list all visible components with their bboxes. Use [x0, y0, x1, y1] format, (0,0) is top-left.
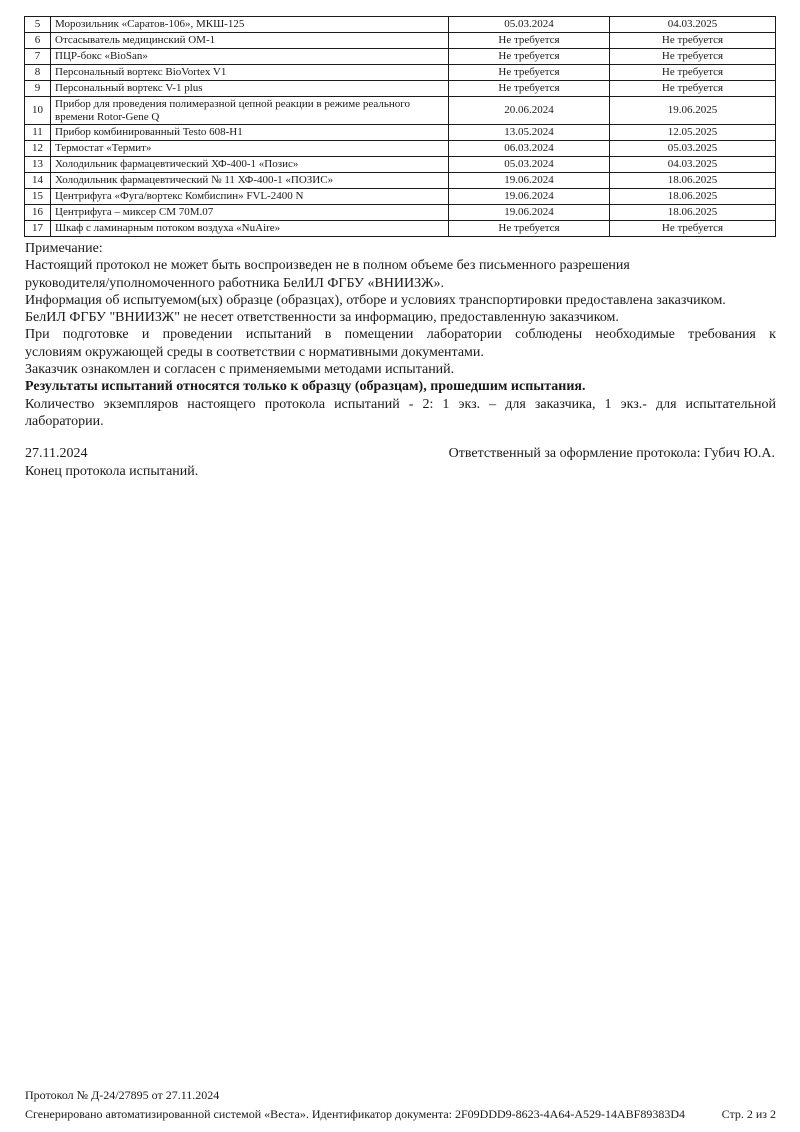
valid-until-cell: Не требуется [610, 221, 776, 237]
row-number-cell: 5 [25, 17, 51, 33]
verification-date-cell: 05.03.2024 [449, 17, 610, 33]
equipment-name-cell: Шкаф с ламинарным потоком воздуха «NuAire» [51, 221, 449, 237]
row-number-cell: 10 [25, 97, 51, 125]
note-line: БелИЛ ФГБУ "ВНИИЗЖ" не несет ответственности за информацию, предоставленную заказчиком. [25, 310, 619, 326]
footer-generated-line: Сгенерировано автоматизированной системой «Веста». Идентификатор документа: 2F09DDD9-8623-4A64-A529-14ABF89383D4 [25, 1107, 685, 1121]
table-row [25, 33, 776, 49]
equipment-name-cell: Прибор комбинированный Testo 608-H1 [51, 125, 449, 141]
row-number-cell: 14 [25, 173, 51, 189]
row-number-cell: 7 [25, 49, 51, 65]
equipment-name-cell: Центрифуга «Фуга/вортекс Комбиспин» FVL-2400 N [51, 189, 449, 205]
table-row [25, 81, 776, 97]
row-number-cell: 17 [25, 221, 51, 237]
valid-until-cell: Не требуется [610, 33, 776, 49]
table-row [25, 17, 776, 33]
verification-date-cell: Не требуется [449, 65, 610, 81]
row-number-cell: 15 [25, 189, 51, 205]
equipment-name-cell: Центрифуга – миксер СМ 70М.07 [51, 205, 449, 221]
valid-until-cell: Не требуется [610, 81, 776, 97]
equipment-name-cell: Морозильник «Саратов-106», МКШ-125 [51, 17, 449, 33]
footer-protocol-number: Протокол № Д-24/27895 от 27.11.2024 [25, 1088, 220, 1102]
table-row [25, 221, 776, 237]
table-row [25, 157, 776, 173]
valid-until-cell: Не требуется [610, 49, 776, 65]
equipment-name-cell: ПЦР-бокс «BioSan» [51, 49, 449, 65]
equipment-table [24, 16, 776, 237]
table-row [25, 49, 776, 65]
note-line: Заказчик ознакомлен и согласен с применяемыми методами испытаний. [25, 362, 455, 378]
equipment-name-cell: Термостат «Термит» [51, 141, 449, 157]
verification-date-cell: 19.06.2024 [449, 205, 610, 221]
verification-date-cell: Не требуется [449, 49, 610, 65]
table-row [25, 173, 776, 189]
equipment-name-cell: Персональный вортекс V-1 plus [51, 81, 449, 97]
verification-date-cell: Не требуется [449, 33, 610, 49]
end-of-protocol: Конец протокола испытаний. [25, 464, 199, 480]
valid-until-cell: 12.05.2025 [610, 125, 776, 141]
note-line: Информация об испытуемом(ых) образце (образцах), отборе и условиях транспортировки предоставлена заказчиком. [25, 292, 726, 308]
table-row [25, 125, 776, 141]
table-row [25, 65, 776, 81]
valid-until-cell: 04.03.2025 [610, 157, 776, 173]
row-number-cell: 13 [25, 157, 51, 173]
equipment-name-cell: Персональный вортекс BioVortex V1 [51, 65, 449, 81]
table-row [25, 141, 776, 157]
valid-until-cell: 18.06.2025 [610, 189, 776, 205]
verification-date-cell: 19.06.2024 [449, 189, 610, 205]
row-number-cell: 12 [25, 141, 51, 157]
note-line: Количество экземпляров настоящего протокола испытаний - 2: 1 экз. – для заказчика, 1 экз.- для испытательной [25, 396, 776, 412]
protocol-date: 27.11.2024 [25, 446, 88, 462]
valid-until-cell: 18.06.2025 [610, 205, 776, 221]
equipment-name-cell: Холодильник фармацевтический ХФ-400-1 «Позис» [51, 157, 449, 173]
valid-until-cell: 05.03.2025 [610, 141, 776, 157]
verification-date-cell: Не требуется [449, 221, 610, 237]
valid-until-cell: 19.06.2025 [610, 97, 776, 125]
equipment-name-cell: Отсасыватель медицинский ОМ-1 [51, 33, 449, 49]
row-number-cell: 8 [25, 65, 51, 81]
table-row [25, 97, 776, 125]
note-line: Примечание: [25, 241, 103, 256]
verification-date-cell: 20.06.2024 [449, 97, 610, 125]
responsible-person: Ответственный за оформление протокола: Губич Ю.А. [448, 446, 775, 462]
verification-date-cell: 05.03.2024 [449, 157, 610, 173]
equipment-name-cell: Прибор для проведения полимеразной цепной реакции в режиме реального времени Rotor-Gene Q [51, 97, 449, 125]
row-number-cell: 16 [25, 205, 51, 221]
note-line: условиям окружающей среды в соответствии с нормативными документами. [25, 344, 484, 360]
row-number-cell: 6 [25, 33, 51, 49]
note-line: лаборатории. [25, 413, 104, 429]
signature-row [25, 445, 775, 462]
verification-date-cell: 06.03.2024 [449, 141, 610, 157]
note-line: При подготовке и проведении испытаний в помещении лаборатории соблюдены необходимые требования к [25, 327, 776, 343]
table-row [25, 205, 776, 221]
row-number-cell: 9 [25, 81, 51, 97]
footer-page-number: Стр. 2 из 2 [721, 1107, 776, 1121]
equipment-name-cell: Холодильник фармацевтический № 11 ХФ-400-1 «ПОЗИС» [51, 173, 449, 189]
note-line: Результаты испытаний относятся только к образцу (образцам), прошедшим испытания. [25, 379, 586, 395]
page-footer [25, 1086, 776, 1124]
valid-until-cell: Не требуется [610, 65, 776, 81]
verification-date-cell: 19.06.2024 [449, 173, 610, 189]
verification-date-cell: 13.05.2024 [449, 125, 610, 141]
verification-date-cell: Не требуется [449, 81, 610, 97]
valid-until-cell: 04.03.2025 [610, 17, 776, 33]
notes-section [25, 240, 776, 430]
valid-until-cell: 18.06.2025 [610, 173, 776, 189]
note-line: руководителя/уполномоченного работника БелИЛ ФГБУ «ВНИИЗЖ». [25, 275, 444, 291]
note-line: Настоящий протокол не может быть воспроизведен не в полном объеме без письменного разрешения [25, 258, 630, 274]
table-row [25, 189, 776, 205]
row-number-cell: 11 [25, 125, 51, 141]
